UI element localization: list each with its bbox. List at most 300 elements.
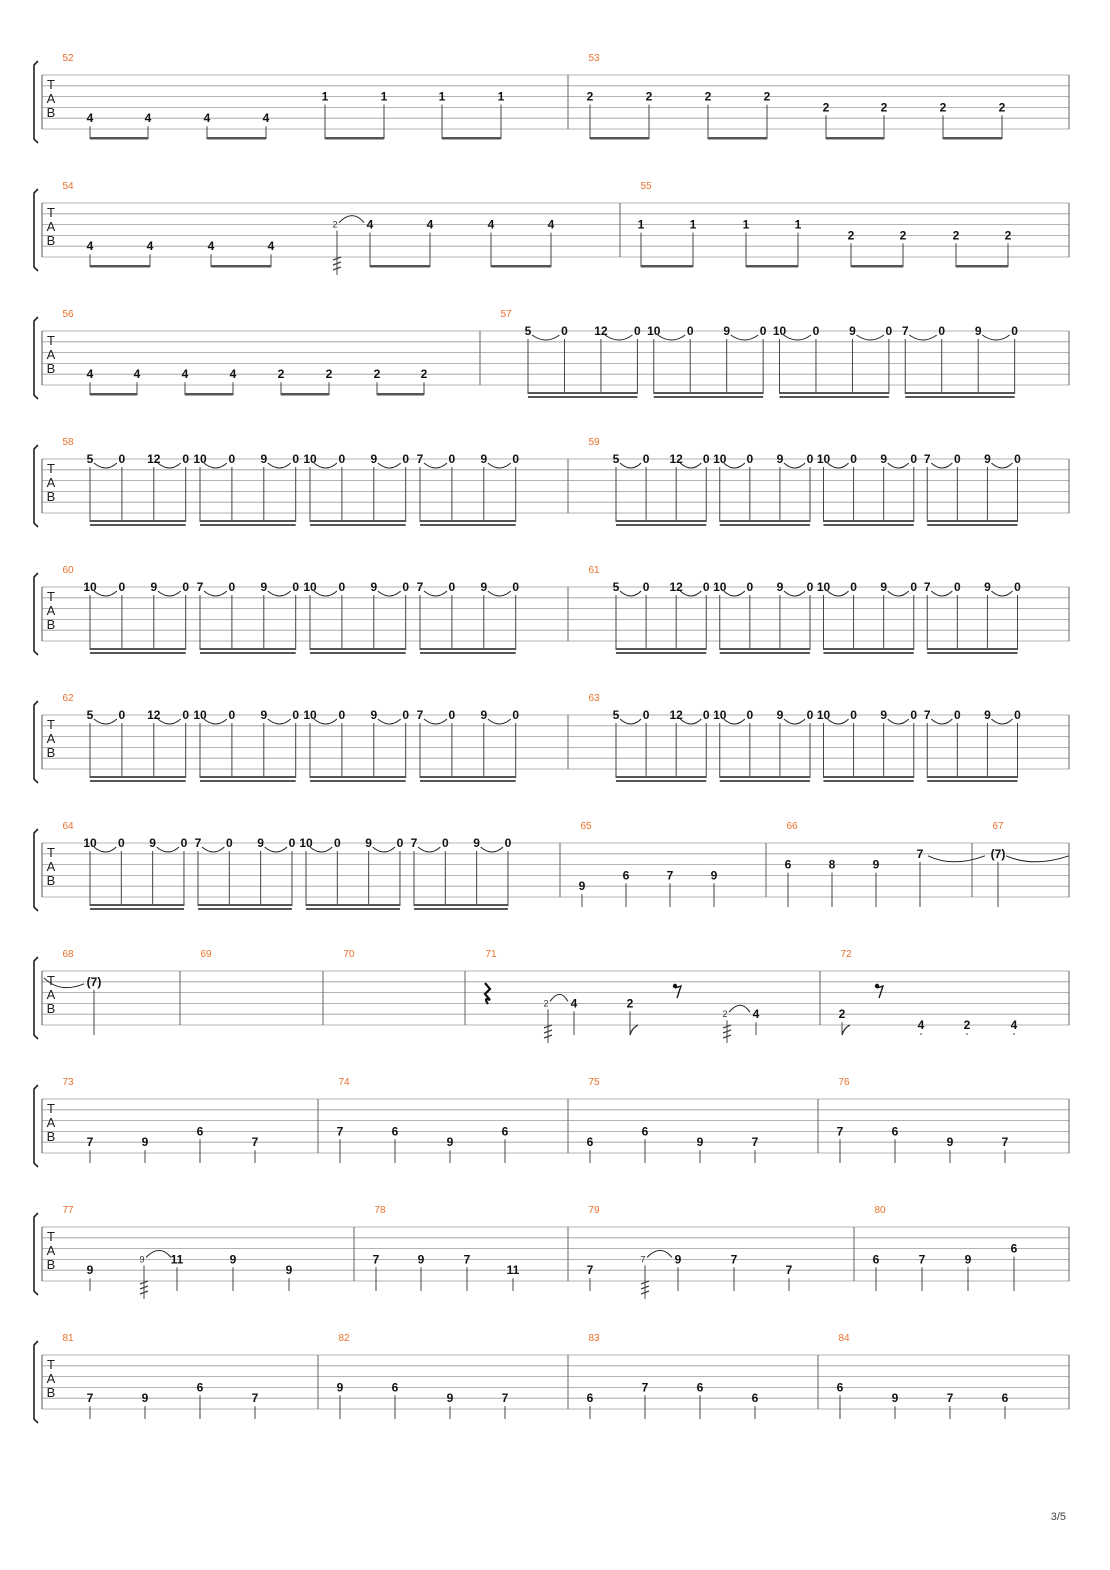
fret-number: 4 bbox=[203, 111, 211, 126]
measure-number: 72 bbox=[840, 949, 852, 960]
beam bbox=[90, 393, 137, 396]
tab-clef-letter: A bbox=[46, 859, 56, 874]
pull-off-slur bbox=[94, 847, 116, 852]
beam bbox=[927, 648, 1017, 650]
measure bbox=[785, 821, 985, 907]
fret-number: 9 bbox=[370, 708, 378, 722]
beam bbox=[780, 396, 889, 398]
beam bbox=[824, 780, 914, 782]
system-bracket bbox=[34, 61, 38, 143]
fret-number: 9 bbox=[336, 1380, 344, 1395]
pull-off-slur bbox=[991, 719, 1012, 724]
fret-number: 7 bbox=[923, 580, 931, 594]
fret-number: 9 bbox=[674, 1252, 682, 1267]
measure-number: 60 bbox=[62, 565, 74, 576]
fret-number: 5 bbox=[612, 452, 620, 466]
pull-off-slur bbox=[265, 847, 287, 852]
measure bbox=[485, 949, 760, 1043]
fret-number: 4 bbox=[133, 367, 141, 382]
fret-number: 0 bbox=[441, 836, 449, 850]
beam bbox=[746, 265, 798, 268]
fret-number: 0 bbox=[686, 324, 694, 338]
pull-off-slur bbox=[94, 719, 117, 724]
beam bbox=[720, 652, 810, 654]
tab-clef-letter: T bbox=[47, 1101, 55, 1116]
beam bbox=[780, 392, 889, 394]
beam bbox=[824, 776, 914, 778]
fret-number: 5 bbox=[612, 580, 620, 594]
measure-number: 54 bbox=[62, 181, 74, 192]
measure-number: 75 bbox=[588, 1077, 600, 1088]
pull-off-slur bbox=[828, 719, 849, 724]
tab-clef-letter: A bbox=[46, 603, 56, 618]
fret-number: 0 bbox=[910, 580, 918, 594]
fret-number: 5 bbox=[86, 452, 94, 466]
fret-number: 4 bbox=[366, 217, 374, 232]
system-bracket bbox=[34, 445, 38, 527]
fret-number: 7 bbox=[196, 580, 204, 594]
beam bbox=[491, 265, 551, 268]
tab-clef-letter: A bbox=[46, 475, 56, 490]
fret-number: 7 bbox=[666, 868, 674, 883]
tab-clef-letter: B bbox=[46, 1001, 56, 1016]
fret-number: 0 bbox=[288, 836, 296, 850]
beam bbox=[211, 265, 271, 268]
measure bbox=[873, 1205, 1018, 1291]
fret-number: 6 bbox=[391, 1124, 399, 1139]
fret-number: 0 bbox=[292, 452, 300, 466]
beam bbox=[927, 776, 1017, 778]
tab-clef-letter: A bbox=[46, 219, 56, 234]
pull-off-slur bbox=[424, 719, 447, 724]
beam bbox=[720, 520, 810, 522]
beam bbox=[927, 652, 1017, 654]
fret-number: 6 bbox=[836, 1380, 844, 1395]
pull-off-slur bbox=[424, 463, 447, 468]
tie bbox=[1006, 856, 1069, 862]
beam bbox=[90, 780, 186, 782]
beam bbox=[927, 524, 1017, 526]
measure-number: 82 bbox=[338, 1333, 350, 1344]
fret-number: 4 bbox=[487, 217, 495, 232]
fret-number: 9 bbox=[946, 1135, 954, 1150]
system-bracket bbox=[34, 317, 38, 399]
pull-off-slur bbox=[680, 591, 701, 596]
measure-number: 58 bbox=[62, 437, 74, 448]
measure-number: 79 bbox=[588, 1205, 600, 1216]
beam bbox=[207, 137, 266, 140]
fret-number: 10 bbox=[816, 580, 831, 594]
fret-number: 10 bbox=[193, 708, 207, 722]
fret-number: 9 bbox=[984, 580, 991, 594]
fret-number: 0 bbox=[953, 452, 961, 466]
measure-number: 55 bbox=[640, 181, 652, 192]
fret-number: 10 bbox=[816, 452, 831, 466]
fret-number: 10 bbox=[83, 836, 97, 850]
fret-number: 2 bbox=[373, 367, 381, 382]
fret-number: 6 bbox=[891, 1124, 899, 1139]
tab-clef-letter: B bbox=[46, 617, 56, 632]
fret-number: 0 bbox=[118, 708, 126, 722]
pull-off-slur bbox=[268, 591, 291, 596]
fret-number: 0 bbox=[512, 580, 520, 594]
measure bbox=[343, 949, 355, 960]
fret-number: 7 bbox=[751, 1135, 759, 1150]
measure bbox=[587, 1333, 759, 1419]
pull-off-slur bbox=[680, 719, 701, 724]
measure-number: 84 bbox=[838, 1333, 850, 1344]
pull-off-slur bbox=[314, 719, 337, 724]
fret-number: 4 bbox=[229, 367, 237, 382]
beam bbox=[590, 137, 649, 140]
fret-number: 2 bbox=[704, 89, 712, 104]
fret-number: 9 bbox=[149, 836, 156, 850]
pull-off-slur bbox=[888, 463, 909, 468]
fret-number: 0 bbox=[746, 580, 754, 594]
pull-off-slur bbox=[157, 847, 179, 852]
fret-number: 9 bbox=[370, 580, 378, 594]
fret-number: 0 bbox=[953, 708, 961, 722]
fret-number: 7 bbox=[251, 1135, 259, 1150]
fret-number: 1 bbox=[380, 89, 388, 104]
beam bbox=[185, 393, 233, 396]
beam bbox=[528, 396, 637, 398]
fret-number: 0 bbox=[885, 324, 893, 338]
beam bbox=[200, 648, 296, 650]
measure-number: 63 bbox=[588, 693, 600, 704]
beam bbox=[528, 392, 637, 394]
fret-number: 0 bbox=[117, 836, 125, 850]
beam bbox=[851, 265, 903, 268]
fret-number: 11 bbox=[506, 1263, 520, 1278]
pull-off-slur bbox=[620, 719, 641, 724]
fret-number: 9 bbox=[849, 324, 856, 338]
fret-number: 0 bbox=[812, 324, 820, 338]
fret-number: 7 bbox=[463, 1252, 471, 1267]
fret-number: 6 bbox=[751, 1391, 759, 1406]
fret-number: 12 bbox=[147, 708, 161, 722]
fret-number: 7 bbox=[836, 1124, 844, 1139]
fret-number: 4 bbox=[207, 239, 215, 254]
fret-number: 6 bbox=[196, 1124, 204, 1139]
grace-note: 2 bbox=[543, 998, 549, 1009]
fret-number: 9 bbox=[229, 1252, 237, 1267]
beam bbox=[616, 520, 706, 522]
fret-number: 0 bbox=[702, 452, 710, 466]
beam bbox=[310, 776, 406, 778]
pull-off-slur bbox=[158, 591, 181, 596]
measure-number: 64 bbox=[62, 821, 74, 832]
beam bbox=[198, 908, 292, 910]
fret-number: 4 bbox=[146, 239, 154, 254]
fret-number: 1 bbox=[497, 89, 505, 104]
beam bbox=[420, 524, 516, 526]
fret-number: 0 bbox=[1014, 708, 1021, 722]
measure-number: 77 bbox=[62, 1205, 74, 1216]
beam bbox=[414, 908, 508, 910]
pull-off-slur bbox=[310, 847, 332, 852]
fret-number: 2 bbox=[939, 100, 947, 115]
fret-number: 9 bbox=[446, 1135, 454, 1150]
beam bbox=[90, 908, 184, 910]
fret-number: 7 bbox=[785, 1263, 793, 1278]
pull-off-slur bbox=[658, 335, 685, 340]
measure bbox=[839, 949, 1018, 1035]
fret-number: 0 bbox=[225, 836, 233, 850]
fret-number: 2 bbox=[325, 367, 333, 382]
system-bracket bbox=[34, 573, 38, 655]
fret-number: 0 bbox=[228, 452, 236, 466]
tab-system bbox=[34, 437, 1069, 527]
beam bbox=[310, 524, 406, 526]
tab-clef-letter: B bbox=[46, 1385, 56, 1400]
pull-off-slur bbox=[532, 335, 559, 340]
measure bbox=[837, 1333, 1009, 1419]
fret-number: 0 bbox=[910, 708, 918, 722]
fret-number: 6 bbox=[586, 1391, 594, 1406]
fret-number: 6 bbox=[1001, 1391, 1009, 1406]
measure-number: 59 bbox=[588, 437, 600, 448]
fret-number: 7 bbox=[416, 708, 424, 722]
fret-number: 12 bbox=[669, 580, 683, 594]
fret-number: 4 bbox=[917, 1018, 925, 1032]
fret-number: 2 bbox=[822, 100, 830, 115]
tab-clef-letter: A bbox=[46, 347, 56, 362]
fret-number: 7 bbox=[918, 1252, 926, 1267]
pull-off-slur bbox=[373, 847, 395, 852]
tab-system bbox=[34, 693, 1069, 783]
beam bbox=[414, 904, 508, 906]
fret-number: 4 bbox=[181, 367, 189, 382]
fret-number: 4 bbox=[1010, 1018, 1018, 1032]
fret-number: 6 bbox=[622, 868, 630, 883]
fret-number: 9 bbox=[480, 580, 488, 594]
fret-number: 9 bbox=[260, 708, 268, 722]
fret-number: 5 bbox=[612, 708, 620, 722]
eighth-flag bbox=[842, 1025, 850, 1035]
fret-number: 4 bbox=[86, 239, 94, 254]
beam bbox=[306, 904, 400, 906]
fret-number: 10 bbox=[713, 452, 727, 466]
beam bbox=[420, 780, 516, 782]
measure bbox=[587, 1077, 759, 1163]
beam bbox=[616, 776, 706, 778]
pull-off-slur bbox=[94, 463, 117, 468]
fret-number: 9 bbox=[365, 836, 372, 850]
fret-number: 9 bbox=[260, 580, 268, 594]
fret-number: 2 bbox=[626, 996, 634, 1011]
measure-number: 65 bbox=[580, 821, 592, 832]
fret-number: 7 bbox=[410, 836, 418, 850]
fret-number: 0 bbox=[338, 452, 346, 466]
beam bbox=[654, 392, 763, 394]
tab-clef-letter: B bbox=[46, 873, 56, 888]
fret-number: 6 bbox=[872, 1252, 880, 1267]
beam bbox=[90, 776, 186, 778]
pull-off-slur bbox=[424, 591, 447, 596]
tab-clef-letter: T bbox=[47, 717, 55, 732]
fret-number: 7 bbox=[586, 1263, 594, 1278]
fret-number: 0 bbox=[910, 452, 918, 466]
beam bbox=[654, 396, 763, 398]
fret-number: 9 bbox=[880, 708, 888, 722]
fret-number: 0 bbox=[642, 580, 650, 594]
fret-number: 11 bbox=[170, 1252, 184, 1267]
fret-number: 0 bbox=[642, 708, 650, 722]
fret-number: 9 bbox=[696, 1135, 704, 1150]
beam bbox=[420, 648, 516, 650]
tab-system bbox=[34, 181, 1069, 275]
pull-off-slur bbox=[204, 719, 227, 724]
fret-number: 0 bbox=[850, 580, 857, 594]
pull-off-slur bbox=[828, 591, 849, 596]
fret-number: 0 bbox=[746, 708, 754, 722]
fret-number: 7 bbox=[416, 452, 424, 466]
fret-number: 0 bbox=[402, 452, 410, 466]
tab-clef-letter: T bbox=[47, 333, 55, 348]
beam bbox=[420, 776, 516, 778]
fret-number: 0 bbox=[182, 452, 190, 466]
fret-number: 0 bbox=[180, 836, 188, 850]
pull-off-slur bbox=[378, 719, 401, 724]
tab-system bbox=[34, 821, 1069, 911]
pull-off-slur bbox=[784, 335, 811, 340]
pull-off-slur bbox=[488, 719, 511, 724]
fret-number: 12 bbox=[594, 324, 608, 338]
fret-number: 9 bbox=[776, 452, 784, 466]
tab-clef-letter: T bbox=[47, 589, 55, 604]
tab-clef-letter: B bbox=[46, 1257, 56, 1272]
measure-number: 78 bbox=[374, 1205, 386, 1216]
measure-number: 52 bbox=[62, 53, 74, 64]
page-number: 3/5 bbox=[1050, 1511, 1066, 1523]
pull-off-slur bbox=[991, 591, 1012, 596]
tab-clef-letter: B bbox=[46, 105, 56, 120]
slur bbox=[339, 216, 364, 223]
tab-clef-letter: A bbox=[46, 731, 56, 746]
fret-number: 7 bbox=[641, 1380, 649, 1395]
fret-number: 7 bbox=[1001, 1135, 1009, 1150]
fret-number: 10 bbox=[816, 708, 831, 722]
fret-number: 6 bbox=[784, 857, 792, 872]
fret-number: 0 bbox=[504, 836, 512, 850]
pull-off-slur bbox=[931, 463, 952, 468]
pull-off-slur bbox=[488, 463, 511, 468]
tab-clef-letter: T bbox=[47, 461, 55, 476]
fret-number: 0 bbox=[759, 324, 767, 338]
fret-number: 7 bbox=[923, 708, 931, 722]
pull-off-slur bbox=[828, 463, 849, 468]
tab-clef-letter: A bbox=[46, 987, 56, 1002]
measure-number: 71 bbox=[485, 949, 497, 960]
beam bbox=[420, 652, 516, 654]
fret-number: 0 bbox=[702, 580, 710, 594]
fret-number: 9 bbox=[257, 836, 264, 850]
measure-number: 66 bbox=[786, 821, 798, 832]
fret-number: 0 bbox=[634, 324, 641, 338]
fret-number: 7 bbox=[501, 1391, 509, 1406]
system-bracket bbox=[34, 829, 38, 911]
tab-system bbox=[34, 53, 1069, 143]
fret-number: 10 bbox=[303, 708, 317, 722]
fret-number: 5 bbox=[86, 708, 94, 722]
beam bbox=[90, 137, 148, 140]
eighth-rest bbox=[675, 986, 681, 998]
pull-off-slur bbox=[888, 591, 909, 596]
beam bbox=[310, 648, 406, 650]
fret-number: 9 bbox=[710, 868, 718, 883]
fret-number: 0 bbox=[746, 452, 754, 466]
beam bbox=[281, 393, 329, 396]
beam bbox=[90, 652, 186, 654]
fret-number: 0 bbox=[938, 324, 946, 338]
tab-system bbox=[34, 949, 1069, 1043]
fret-number: 12 bbox=[669, 452, 683, 466]
measure-number: 62 bbox=[62, 693, 74, 704]
tab-clef-letter: T bbox=[47, 1229, 55, 1244]
measure bbox=[579, 821, 718, 907]
pull-off-slur bbox=[784, 463, 805, 468]
measure-number: 83 bbox=[588, 1333, 600, 1344]
measure-number: 61 bbox=[588, 565, 600, 576]
beam bbox=[720, 776, 810, 778]
fret-number: 9 bbox=[776, 708, 784, 722]
beam bbox=[616, 648, 706, 650]
pull-off-slur bbox=[378, 463, 401, 468]
measure-number: 76 bbox=[838, 1077, 850, 1088]
tab-system bbox=[34, 1077, 1069, 1167]
fret-number: 10 bbox=[303, 580, 317, 594]
measure-number: 53 bbox=[588, 53, 600, 64]
tab-clef-letter: T bbox=[47, 77, 55, 92]
fret-number: 2 bbox=[998, 100, 1006, 115]
fret-number: 9 bbox=[86, 1263, 94, 1278]
fret-number: 0 bbox=[182, 580, 190, 594]
fret-number: 10 bbox=[713, 580, 727, 594]
fret-number: 4 bbox=[262, 111, 270, 126]
fret-number: 0 bbox=[402, 708, 410, 722]
fret-number: 7 bbox=[251, 1391, 259, 1406]
fret-number: 6 bbox=[1010, 1241, 1018, 1256]
tab-clef-letter: B bbox=[46, 1129, 56, 1144]
fret-number: 0 bbox=[448, 708, 456, 722]
beam bbox=[905, 396, 1014, 398]
beam bbox=[200, 776, 296, 778]
pull-off-slur bbox=[991, 463, 1012, 468]
measure-number: 57 bbox=[500, 309, 512, 320]
fret-number: 9 bbox=[984, 452, 991, 466]
fret-number: 6 bbox=[196, 1380, 204, 1395]
beam bbox=[616, 524, 706, 526]
system-bracket bbox=[34, 1085, 38, 1167]
measure bbox=[991, 821, 1069, 907]
fret-number: 9 bbox=[473, 836, 480, 850]
pull-off-slur bbox=[909, 335, 936, 340]
fret-number: 0 bbox=[292, 580, 300, 594]
fret-number: 0 bbox=[850, 708, 857, 722]
fret-number: 7 bbox=[416, 580, 424, 594]
fret-number: 0 bbox=[333, 836, 341, 850]
slur bbox=[729, 1005, 750, 1012]
measure-number: 56 bbox=[62, 309, 74, 320]
fret-number: 9 bbox=[150, 580, 158, 594]
beam bbox=[824, 648, 914, 650]
tab-clef-letter: B bbox=[46, 745, 56, 760]
fret-number: 0 bbox=[561, 324, 568, 338]
pull-off-slur bbox=[481, 847, 503, 852]
beam bbox=[90, 648, 186, 650]
fret-number: 9 bbox=[723, 324, 731, 338]
